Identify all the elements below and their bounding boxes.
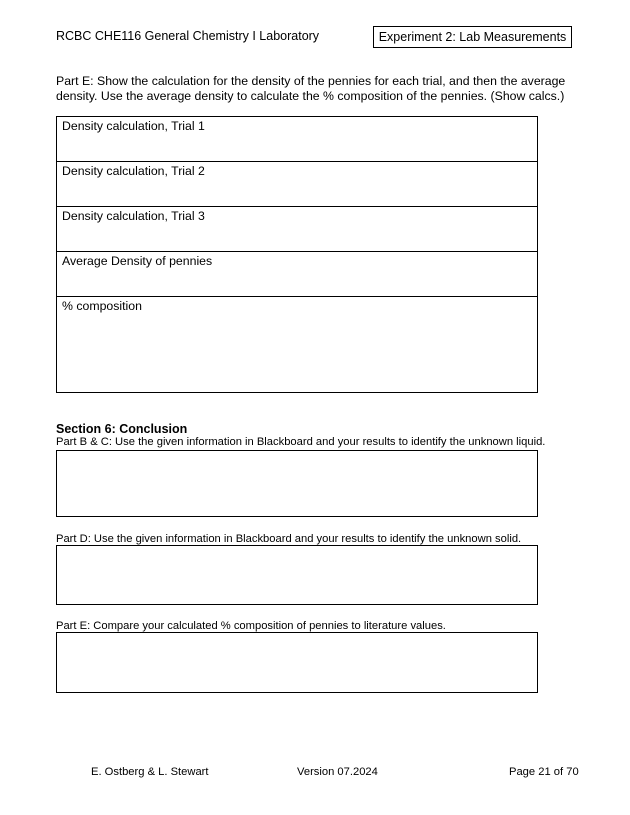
row-label: Density calculation, Trial 3 <box>62 209 205 223</box>
header-course-title: RCBC CHE116 General Chemistry I Laboratory <box>56 29 320 43</box>
part-e-instructions: Part E: Show the calculation for the density of the pennies for each trial, and then the average density. Use the average density to calculate the % composition of the pennies. (Show calcs.) <box>56 74 566 103</box>
experiment-title: Experiment 2: Lab Measurements <box>378 30 567 44</box>
part-e-label: Part E: Compare your calculated % composition of pennies to literature values. <box>56 620 446 632</box>
footer-version: Version 07.2024 <box>297 766 378 778</box>
part-e-answer-box[interactable] <box>56 632 538 693</box>
experiment-title-box <box>373 26 572 48</box>
part-d-label: Part D: Use the given information in Blackboard and your results to identify the unknown solid. <box>56 533 522 545</box>
density-calculation-table <box>56 116 538 393</box>
footer-page-number: Page 21 of 70 <box>509 766 579 778</box>
row-label: Average Density of pennies <box>62 254 213 268</box>
table-row-trial-2[interactable] <box>57 162 537 207</box>
table-row-trial-1[interactable] <box>57 117 537 162</box>
part-bc-answer-box[interactable] <box>56 450 538 517</box>
table-row-average-density[interactable] <box>57 252 537 297</box>
row-label: Density calculation, Trial 1 <box>62 119 205 133</box>
row-label: Density calculation, Trial 2 <box>62 164 205 178</box>
part-bc-label: Part B & C: Use the given information in Blackboard and your results to identify the unknown liquid. <box>56 436 546 448</box>
table-row-trial-3[interactable] <box>57 207 537 252</box>
row-label: % composition <box>62 299 142 313</box>
footer-authors: E. Ostberg & L. Stewart <box>91 766 209 778</box>
table-row-percent-composition[interactable] <box>57 297 537 392</box>
section-6-title: Section 6: Conclusion <box>56 422 188 436</box>
part-d-answer-box[interactable] <box>56 545 538 605</box>
